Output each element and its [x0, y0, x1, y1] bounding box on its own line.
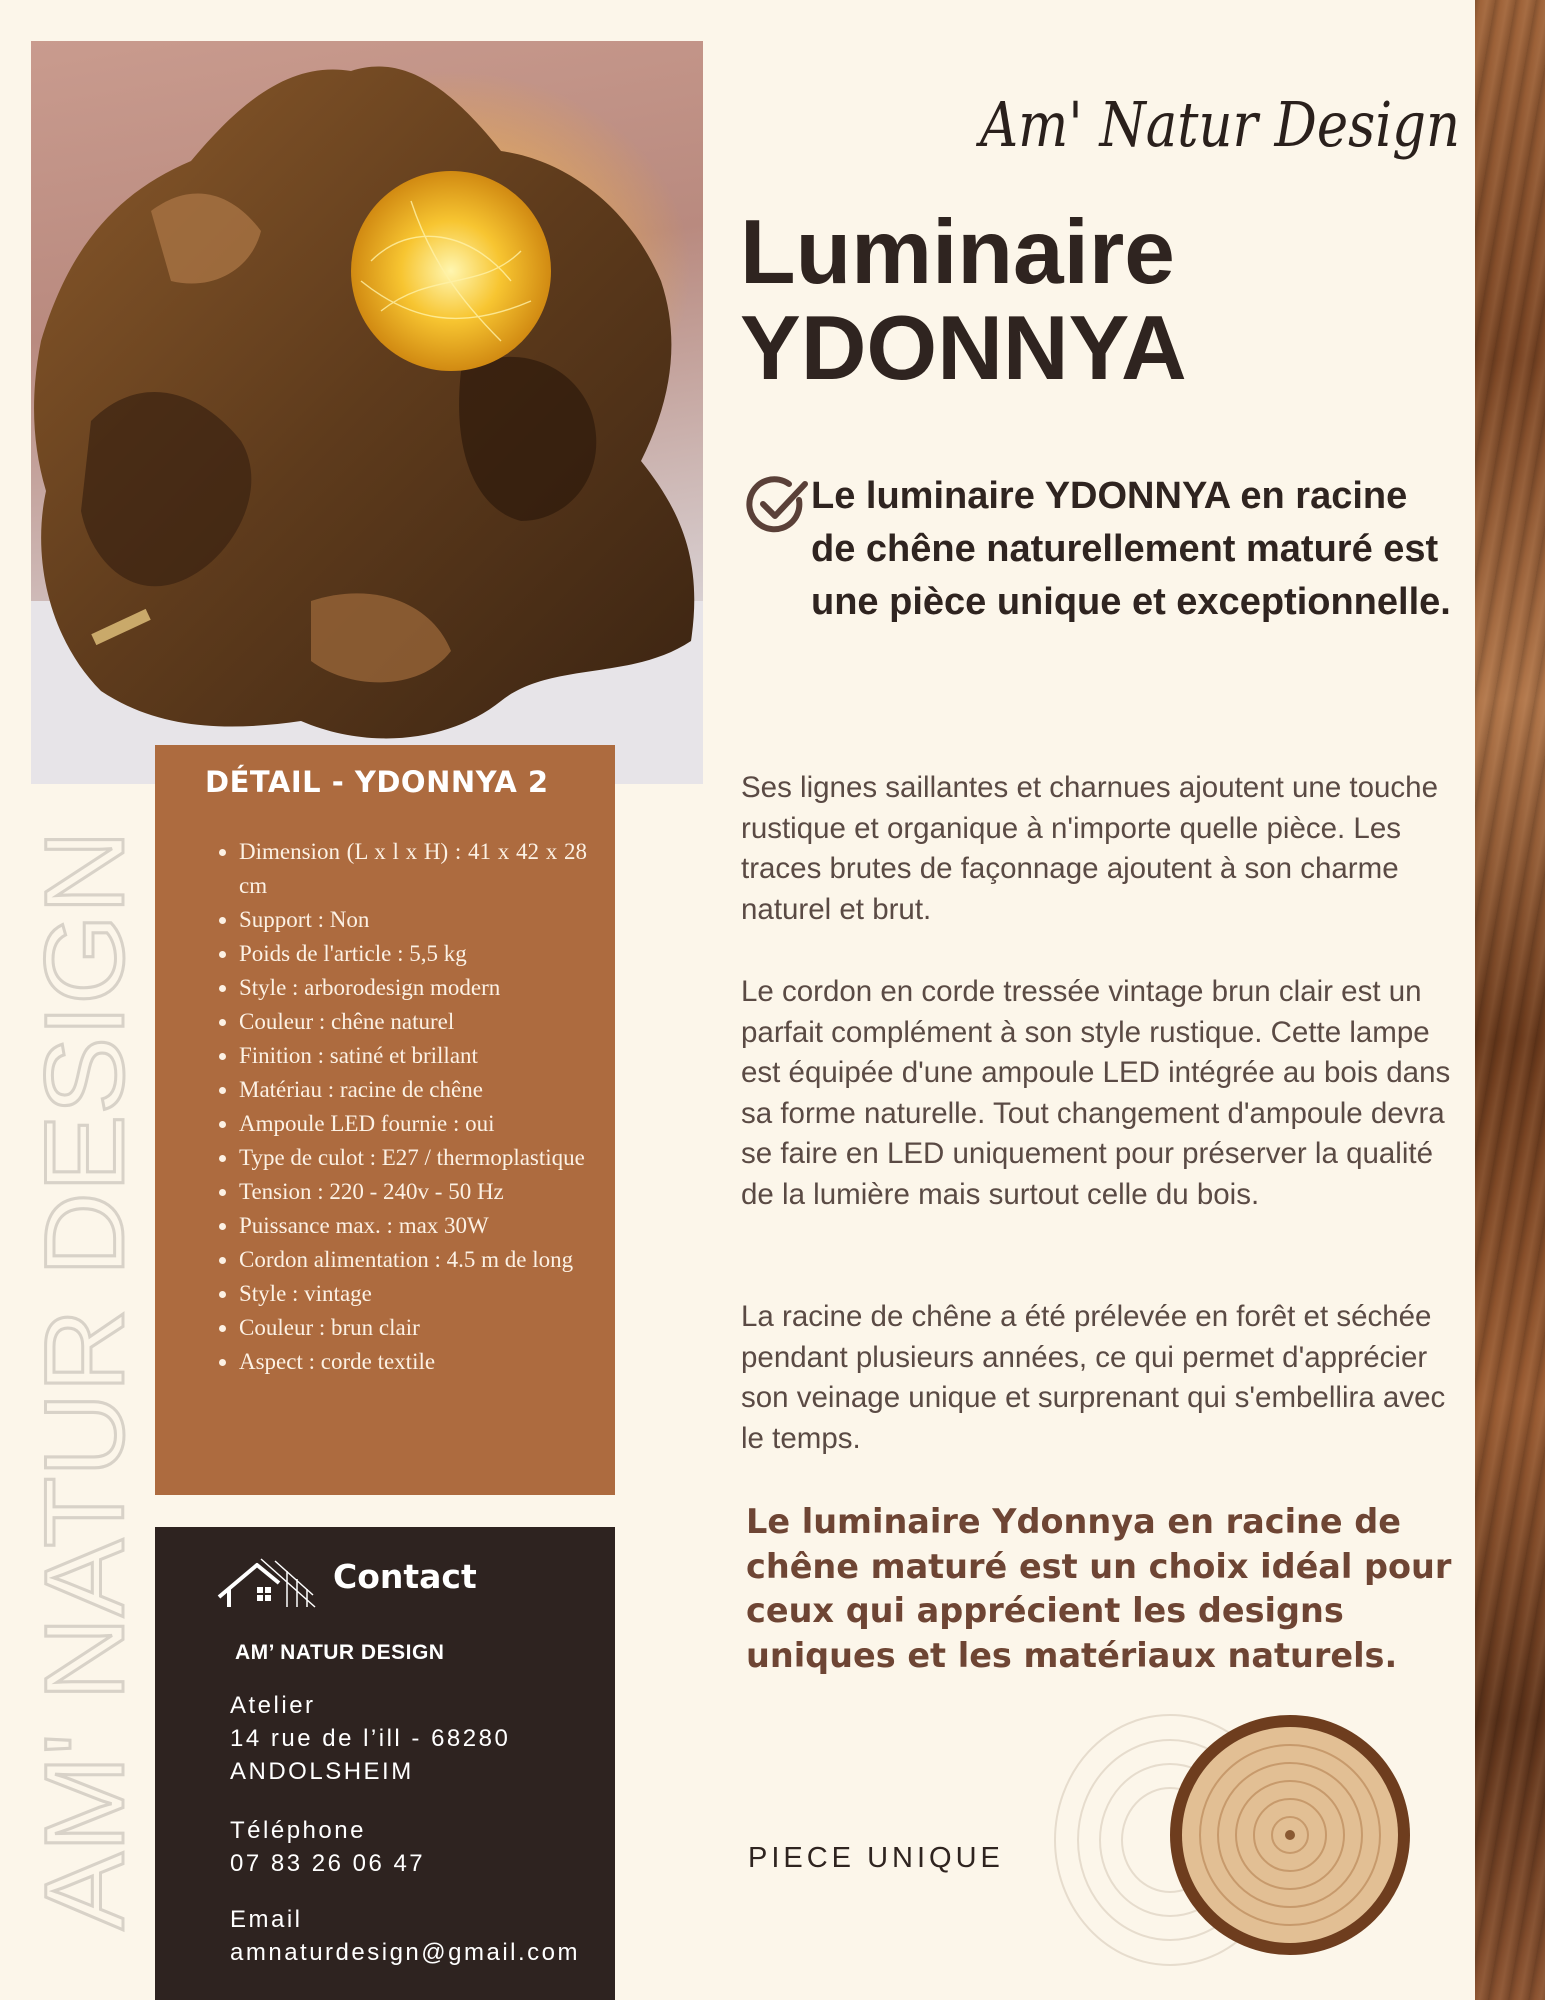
check-circle-icon [745, 474, 809, 534]
detail-item: • Couleur : chêne naturel [239, 1005, 587, 1039]
wood-slice-image [1050, 1690, 1420, 1990]
detail-panel [155, 745, 615, 1495]
detail-item: • Tension : 220 - 240v - 50 Hz [239, 1175, 587, 1209]
page-title [740, 202, 1187, 399]
house-icon [217, 1557, 317, 1611]
contact-phone [230, 1814, 425, 1880]
intro-block [745, 470, 1465, 690]
detail-item: • Type de culot : E27 / thermoplastique [239, 1141, 587, 1175]
phone-number[interactable]: 07 83 26 06 47 [230, 1850, 426, 1877]
script-logo-text: Am' Natur Design [975, 88, 1460, 161]
detail-item: • Couleur : brun clair [239, 1311, 587, 1345]
vertical-brand-label: AM' NATUR DESIGN [22, 871, 147, 1930]
address-line-2: ANDOLSHEIM [230, 1758, 414, 1785]
paragraph-1: Ses lignes saillantes et charnues ajoutent une touche rustique et organique à n'importe quelle pièce. Les traces brutes de façonnage ajoutent à son charme naturel et brut. [741, 771, 1438, 926]
wood-texture-strip [1475, 0, 1545, 2000]
detail-item: • Finition : satiné et brillant [239, 1039, 587, 1073]
detail-item: • Poids de l'article : 5,5 kg [239, 937, 587, 971]
detail-list [207, 835, 587, 1379]
contact-panel [155, 1527, 615, 2000]
paragraph-2: Le cordon en corde tressée vintage brun clair est un parfait complément à son style rustique. Cette lampe est équipée d'une ampoule LED intégrée au bois dans sa forme naturelle. Tout changement d'ampoule devra se faire en LED uniquement pour préserver la qualité de la lumière mais surtout celle du bois. [741, 975, 1451, 1211]
email-label: Email [230, 1906, 303, 1933]
detail-item: • Support : Non [239, 903, 587, 937]
detail-item: • Aspect : corde textile [239, 1345, 587, 1379]
intro-text: Le luminaire YDONNYA en racine de chêne naturellement maturé est une pièce unique et exceptionnelle. [811, 475, 1451, 623]
detail-title: DÉTAIL - YDONNYA 2 [205, 765, 549, 799]
phone-label: Téléphone [230, 1817, 366, 1844]
title-line-2: YDONNYA [740, 298, 1187, 399]
detail-item: • Matériau : racine de chêne [239, 1073, 587, 1107]
contact-title: Contact [333, 1557, 477, 1596]
script-logo [970, 74, 1470, 184]
detail-item: • Puissance max. : max 30W [239, 1209, 587, 1243]
highlight-text: Le luminaire Ydonnya en racine de chêne maturé est un choix idéal pour ceux qui apprécient les designs uniques et les matériaux naturels. [746, 1502, 1452, 1675]
detail-item: • Cordon alimentation : 4.5 m de long [239, 1243, 587, 1277]
paragraph-3: La racine de chêne a été prélevée en forêt et séchée pendant plusieurs années, ce qui permet d'apprécier son veinage unique et surprenant qui s'embellira avec le temps. [741, 1300, 1446, 1455]
detail-item: • Dimension (L x l x H) : 41 x 42 x 28 cm [239, 835, 587, 903]
contact-company: AM’ NATUR DESIGN [235, 1641, 445, 1664]
title-line-1: Luminaire [740, 202, 1175, 303]
contact-atelier [230, 1689, 510, 1788]
unique-piece-label: PIECE UNIQUE [748, 1842, 1004, 1874]
product-photo [31, 41, 703, 784]
vertical-brand-text [22, 820, 147, 1950]
detail-item: • Style : arborodesign modern [239, 971, 587, 1005]
address-line-1: 14 rue de l’ill - 68280 [230, 1725, 511, 1752]
detail-item: • Ampoule LED fournie : oui [239, 1107, 587, 1141]
atelier-label: Atelier [230, 1692, 316, 1719]
contact-header [217, 1553, 577, 1613]
detail-item: • Style : vintage [239, 1277, 587, 1311]
email-address[interactable]: amnaturdesign@gmail.com [230, 1939, 580, 1966]
contact-email [230, 1903, 580, 1969]
